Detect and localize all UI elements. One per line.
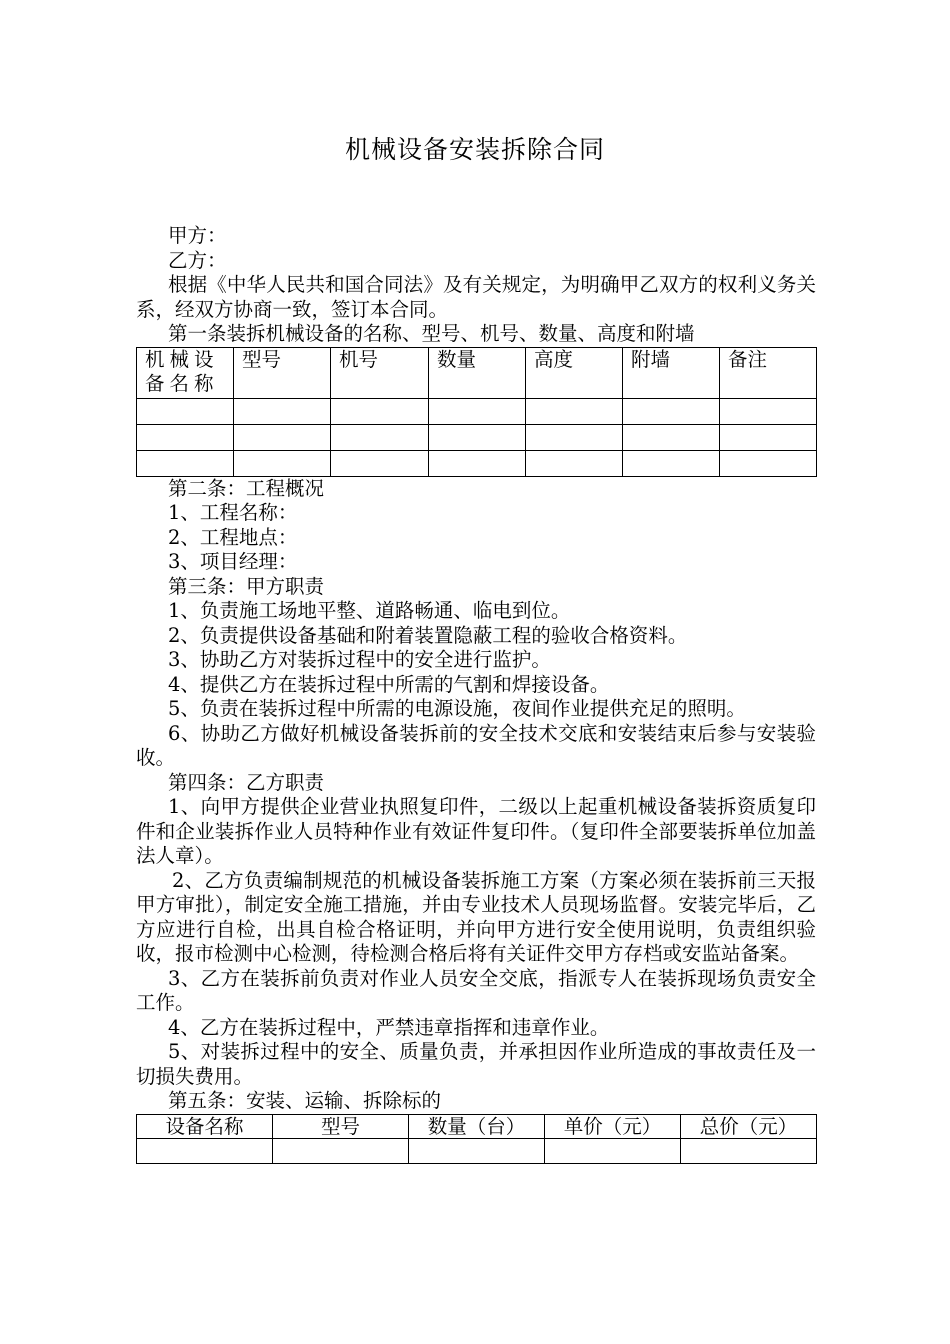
article4-item: 5、对装拆过程中的安全、质量负责，并承担因作业所造成的事故责任及一切损失费用。 (136, 1040, 816, 1088)
article2-item: 1、工程名称： (168, 501, 298, 524)
party-a-line: 甲方： (168, 224, 227, 247)
table-cell (720, 450, 817, 476)
table-cell (234, 398, 331, 424)
table-cell (429, 398, 526, 424)
preamble: 根据《中华人民共和国合同法》及有关规定，为明确甲乙双方的权利义务关系，经双方协商一致，签订本合同。 (136, 273, 816, 321)
column-header: 备注 (720, 347, 817, 398)
column-header: 单价（元） (545, 1114, 681, 1138)
equipment-table (136, 347, 817, 477)
table-cell (331, 398, 429, 424)
column-header: 附墙 (623, 347, 720, 398)
table-header-row (137, 1114, 817, 1138)
table-row (137, 450, 817, 476)
pricing-table (136, 1114, 817, 1164)
table-cell (720, 424, 817, 450)
column-header: 设备名称 (137, 1114, 273, 1138)
article4-item: 3、乙方在装拆前负责对作业人员安全交底，指派专人在装拆现场负责安全工作。 (136, 966, 816, 1014)
article2-heading: 第二条：工程概况 (168, 476, 325, 500)
column-header: 数量（台） (409, 1114, 545, 1138)
article3-item: 5、负责在装拆过程中所需的电源设施，夜间作业提供充足的照明。 (168, 697, 746, 720)
article4-item: 1、向甲方提供企业营业执照复印件，二级以上起重机械设备装拆资质复印件和企业装拆作业人员特种作业有效证件复印件。（复印件全部要装拆单位加盖法人章）。 (136, 795, 816, 867)
table-row (137, 1138, 817, 1163)
table-cell (623, 450, 720, 476)
column-header: 数量 (429, 347, 526, 398)
table-cell (234, 424, 331, 450)
table-cell (623, 398, 720, 424)
article3-item: 1、负责施工场地平整、道路畅通、临电到位。 (168, 599, 571, 622)
table-cell (526, 398, 623, 424)
table-cell (137, 424, 234, 450)
table-cell (681, 1138, 817, 1163)
table-header-row (137, 347, 817, 398)
column-header: 机号 (331, 347, 429, 398)
article3-item: 3、协助乙方对装拆过程中的安全进行监护。 (168, 648, 551, 671)
table-cell (331, 424, 429, 450)
party-b-line: 乙方： (168, 248, 227, 272)
article4-heading: 第四条：乙方职责 (168, 770, 325, 794)
table-cell (623, 424, 720, 450)
table-cell (429, 450, 526, 476)
table-cell (234, 450, 331, 476)
table-cell (273, 1138, 409, 1163)
article3-item: 2、负责提供设备基础和附着装置隐蔽工程的验收合格资料。 (168, 623, 688, 647)
table-cell (720, 398, 817, 424)
article4-item: 4、乙方在装拆过程中，严禁违章指挥和违章作业。 (168, 1015, 610, 1039)
document-title: 机械设备安装拆除合同 (344, 135, 605, 164)
table-row (137, 398, 817, 424)
table-cell (137, 450, 234, 476)
column-header: 型号 (273, 1114, 409, 1138)
table-cell (331, 450, 429, 476)
table-cell (545, 1138, 681, 1163)
article3-heading: 第三条：甲方职责 (168, 574, 325, 598)
article4-item: 2、乙方负责编制规范的机械设备装拆施工方案（方案必须在装拆前三天报甲方审批），制定安全施工措施，并由专业技术人员现场监督。安装完毕后，乙方应进行自检，出具自检合格证明，并向甲方进行安全使用说明，负责组织验收，报市检测中心检测，待检测合格后将有关证件交甲方存档或安监站备案。 (136, 868, 816, 965)
article2-item: 2、工程地点： (168, 525, 298, 549)
table-row (137, 424, 817, 450)
table-cell (526, 450, 623, 476)
article5-heading: 第五条：安装、运输、拆除标的 (168, 1089, 442, 1112)
column-header: 机械设备名称 (137, 347, 234, 398)
table-cell (429, 424, 526, 450)
article3-item: 4、提供乙方在装拆过程中所需的气割和焊接设备。 (168, 672, 610, 696)
column-header: 高度 (526, 347, 623, 398)
column-header: 总价（元） (681, 1114, 817, 1138)
table-cell (137, 398, 234, 424)
article3-item: 6、协助乙方做好机械设备装拆前的安全技术交底和安装结束后参与安装验收。 (136, 721, 816, 769)
table-cell (137, 1138, 273, 1163)
column-header: 型号 (234, 347, 331, 398)
article1-heading: 第一条装拆机械设备的名称、型号、机号、数量、高度和附墙 (168, 322, 695, 345)
document-body (136, 224, 816, 1164)
article2-item: 3、项目经理： (168, 550, 298, 573)
table-cell (526, 424, 623, 450)
table-cell (409, 1138, 545, 1163)
